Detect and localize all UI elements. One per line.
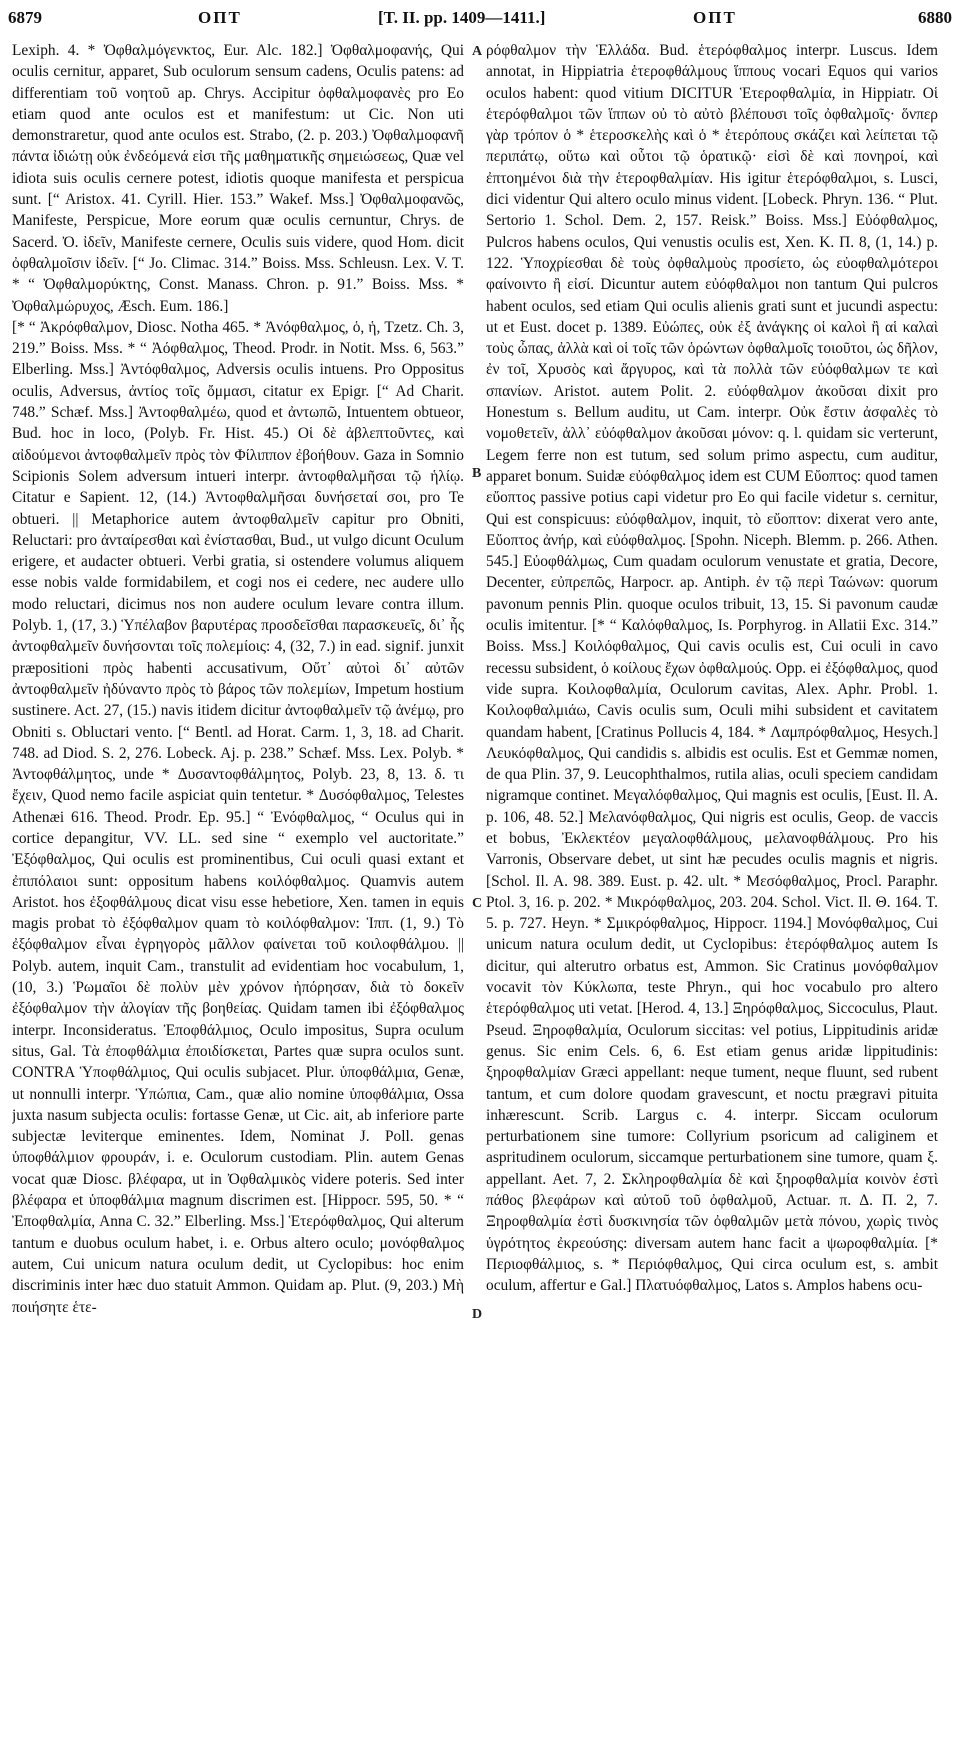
right-page-number: 6880 — [918, 8, 952, 27]
right-column-paragraph: ρόφθαλμον τὴν Ἑλλάδα. Bud. ἑτερόφθαλμος interpr. Luscus. Idem annotat, in Hippiatria ἑτεροφθάλμους ἵππους vocari Equos qui varios oculos habent: quod vitium DICITUR Ἑτεροφθαλμία, in Hippiatr. Οἱ ἑτερόφθαλμοι τῶν ἵππων οὐ τὸ αὐτὸ βλέπουσι τοῖς ὀφθαλμοῖς· ὅνπερ γὰρ τρόπον ὁ * ἑτεροσκελὴς καὶ ὁ * ἑτερόπους σκάζει καὶ λείπεται τῷ περιπάτῳ, οὕτω καὶ οὗτοι τῷ ὁρατικῷ· εἰσὶ δὲ καὶ πονηροί, καὶ ἐπτοημένοι διὰ τὴν ἑτεροφθαλμίαν. His igitur ἑτερόφθαλμοι, s. Lusci, dici videntur Qui altero oculo minus vident. [Lobeck. Phryn. 136. “ Plut. Sertorio 1. Schol. Dem. 2, 157. Reisk.” Boiss. Mss.] Εὐόφθαλμος, Pulcros habens oculos, Qui venustis oculis est, Xen. K. Π. 8, (1, 14.) p. 122. Ὑποχρίεσθαι δὲ τοὺς ὀφθαλμοὺς προσίετο, ὡς εὐοφθαλμότεροι φαίνοιντο ἢ εἰσί. Dicuntur autem εὐόφθαλμοι non tantum Qui pulcros habent oculos, sed etiam Qui oculis alienis grati sunt et jucundi aspectu: ut et Eust. docet p. 1389. Εὐώπες, οὐκ ἐξ ἀνάγκης οἱ καλοὶ ἢ αἱ καλαὶ τοὺς ὦπας, ἀλλὰ καὶ οἱ τοῖς τῶν ὁρώντων ὀφθαλμοῖς τοιοῦτοι, ὡς δῆλον, ἐν τοῖ, Χρυσὸς καὶ ἄργυρος, καὶ τὰ πολλὰ τῶν εὐόφθαλμων τε καὶ σπανίων. Aristot. autem Polit. 2. εὐόφθαλμον ἀκοῦσαι dixit pro Honestum s. Bellum auditu, ut Cam. interpr. Οὐκ ἔστιν ἀσφαλὲς τὸ νομοθετεῖν, ἀλλ᾽ εὐόφθαλμον ἀκοῦσαι μόνον: q. l. quidam sic verterunt, Legem ferre non est tutum, sed solum primo aspectu, cum auditur, apparet bonum. Suidæ εὐόφθαλμος idem est CUM Εὔοπτος: quod tamen εὔοπτος passive potius capi videtur pro Eo qui facile videtur s. cernitur, Qui est conspicuus: εὐόφθαλμον, inquit, τὸ εὔοπτον: dixerat vero ante, Εὔοπτος ἀνήρ, καὶ εὐόφθαλμος. [Spohn. Niceph. Blemm. p. 266. Athen. 545.] Εὐοφθάλμως, Cum quadam oculorum venustate et gratia, Decore, Decenter, εὐπρεπῶς, Harpocr. ap. Antiph. ἐν τῷ περὶ Ταώνων: quorum pavonum pennis Plin. quoque oculos tribuit, 13, 15. Si pavonum caudæ oculis imitentur. [* “ Καλόφθαλμος, Is. Porphyrog. in Allatii Exc. 314.” Boiss. Mss.] Κοιλόφθαλμος, Qui cavis oculis est, Cui oculi in cavo recessu subsident, ὁ κοίλους ἔχων ὀφθαλμούς. Opp. ei ἐξόφθαλμος, quod vide supra. Κοιλοφθαλμία, Oculorum cavitas, Alex. Aphr. Probl. 1. Κοιλοφθαλμιάω, Cavis oculis sum, Oculi mihi subsident et cavitatem quandam habent, [Cratinus Pollucis 4, 184. * Λαμπρόφθαλμος, Hesych.] Λευκόφθαλμος, Qui candidis s. albidis est oculis. Est et Gemmæ nomen, de qua Plin. 37, 9. Leucophthalmos, rutila alias, oculi speciem candidam nigramque continet. Μεγαλόφθαλμος, Qui magnis est oculis, [Eust. Il. A. p. 106, 48. 52.] Μελανόφθαλμος, Qui nigris est oculis, Geop. de vaccis et bobus, Ἐκλεκτέον μεγαλοφθάλμους, μελανοφθάλμους. Pro his Varronis, Observare debet, ut sint hæ pecudes oculis magnis et nigris. [Schol. Il. A. 98. 389. Eust. p. 42. ult. * Μεσόφθαλμος, Procl. Paraphr. Ptol. 3, 16. p. 202. * Μικρόφθαλμος, 203. 204. Schol. Vict. Il. Θ. 164. T. 5. p. 727. Heyn. * Σμικρόφθαλμος, Hippocr. 1194.] Μονόφθαλμος, Cui unicum natura oculum dedit, ut Cyclopibus: ἑτερόφθαλμος autem Is dicitur, qui alterutro orbatus est, Ammon. Sic Cratinus μονόφθαλμον vocavit τὸν Κύκλωπα, teste Phryn., qui hoc vocabulo pro altero ἑτερόφθαλμος uti vetat. [Herod. 4, 13.] Ξηρόφθαλμος, Siccoculus, Plaut. Pseud. Ξηροφθαλμία, Oculorum siccitas: vel potius, Lippitudinis aridæ genus. Sic enim Cels. 6, 6. Est etiam genus aridæ lippitudinis: ξηροφθαλμίαν Græci appellant: neque tument, neque fluunt, sed rubent tantum, et cum dolore quodam gravescunt, et noctu prægravi pituita inhærescunt. Scrib. Largus c. 4. interpr. Siccam oculorum perturbationem sine tumore: Collyrium psoricum ad caliginem et aspritudinem oculorum, siccamque perturbationem sine tumore, quam ξ. appellant. Aet. 7, 2. Σκληροφθαλμία δὲ καὶ ξηροφθαλμία κοινὸν ἐστὶ πάθος βλεφάρων καὶ αὐτοῦ τοῦ ὀφθαλμοῦ, Actuar. π. Δ. Π. 2, 7. Ξηροφθαλμία ἐστὶ δυσκινησία τῶν ὀφθαλμῶν μετὰ πόνου, χωρὶς τινὸς ὑγρότητος ἐκρεούσης: diversam autem hanc facit a ψωροφθαλμία. [* Περιοφθάλμιος, s. * Περιόφθαλμος, Qui circa oculum est, s. ambit oculum, affertur e Gal.] Πλατυόφθαλμος, Latos s. Amplos habens ocu- — [486, 42, 938, 1295]
right-running-headword: ΟΠΤ — [693, 8, 737, 27]
left-column-paragraph: Lexiph. 4. * Ὀφθαλμόγενκτος, Eur. Alc. 182.] Ὀφθαλμοφανής, Qui oculis cernitur, apparet, Sub oculorum sensum cadens, Oculis patens: ad differentiam τοῦ νοητοῦ ap. Chrys. Accipitur ὀφθαλμοφανὲς pro Eo etiam quod ante oculos est et manifestum: ut Cic. Non uti demonstraretur, quod ante oculos est. Strabo, (2. p. 203.) Ὀφθαλμοφανῆ πάντα ἰδιώτῃ οὐκ ἐνδεόμενά εἰσι τῆς μαθηματικῆς σημειώσεως, Quæ vel idiota suis oculis cernere potest, idiotis quoque manifesta et perspicua sunt. [“ Aristox. 41. Cyrill. Hier. 153.” Wakef. Mss.] Ὀφθαλμοφανῶς, Manifeste, Perspicue, More eorum quæ oculis cernuntur, Chrys. de Sacerd. Ὀ. ἰδεῖν, Manifeste cernere, Oculis suis videre, quod Hom. dicit ὀφθαλμοῖσιν ἰδεῖν. [“ Jo. Climac. 314.” Boiss. Mss. Schleusn. Lex. V. T. * “ Ὀφθαλμορύκτης, Const. Manass. Chron. p. 91.” Boiss. Mss. * Ὀφθαλμώρυχος, Æsch. Eum. 186.] — [12, 42, 464, 315]
left-text-column — [12, 40, 464, 1746]
margin-marker-a: A — [472, 44, 483, 59]
left-page-number: 6879 — [8, 8, 42, 27]
right-text-column — [486, 40, 938, 1746]
margin-marker-b: B — [472, 466, 482, 481]
left-column-paragraph: [* “ Ἀκρόφθαλμον, Diosc. Notha 465. * Ἀνόφθαλμος, ὁ, ἡ, Tzetz. Ch. 3, 219.” Boiss. Mss. * “ Ἀόφθαλμος, Theod. Prodr. in Notit. Mss. 6, 563.” Elberling. Mss.] Ἀντόφθαλμος, Adversis oculis intuens. Pro Oppositus oculis, Adversus, ἀντίος τοῖς ὄμμασι, citatur ex Epigr. [“ Ad Charit. 748.” Schæf. Mss.] Ἀντοφθαλμέω, quod et ἀντωπῶ, Intuentem obtueor, Bud. hoc in loco, (Polyb. Fr. Hist. 45.) Οἱ δὲ ἀβλεπτοῦντες, καὶ αἰδούμενοι ἀντοφθαλμεῖν πρὸς τὸν Φίλιππον ἐβοήθουν. Gaza in Somnio Scipionis Solem adversum intueri interpr. ἀντοφθαλμῆσαι τῷ ἡλίῳ. Citatur e Sapient. 12, (14.) Ἀντοφθαλμῆσαι δυνήσεταί σοι, pro Te obtueri. || Metaphorice autem ἀντοφθαλμεῖν capitur pro Obniti, Reluctari: pro ἀνταίρεσθαι καὶ ἐνίστασθαι, Bud., ut vulgo dicunt Oculum erigere, et audacter obtueri. Verbi gratia, si ostendere volumus aliquem esse nobis valde formidabilem, et cogi nos ei cedere, nec audere ullo modo reluctari, dicimus nos non audere oculum levare contra illum. Polyb. 1, (17, 3.) Ὑπέλαβον βαρυτέρας προσδεῖσθαι παρασκευεῖς, δι᾽ ἧς ἀντοφθαλμεῖν δυνήσονται τοῖς πολεμίοις: 4, (32, 7.) in ead. signif. junxit præpositioni πρὸς habenti accusativum, Οὔτ᾽ αὐτοὶ δι᾽ αὐτῶν ἀντοφθαλμεῖν ἠδύναντο πρὸς τὸ βάρος τῶν πολεμίων, Impetum hostium sustinere. Act. 27, (15.) navis itidem dicitur ἀντοφθαλμεῖν τῷ ἀνέμῳ, pro Obniti s. Obluctari vento. [“ Bentl. ad Horat. Carm. 1, 3, 18. ad Charit. 748. ad Diod. S. 2, 276. Lobeck. Aj. p. 238.” Schæf. Mss. Lex. Polyb. * Ἀντοφθάλμητος, unde * Δυσαντοφθάλμητος, Polyb. 23, 8, 13. δ. τι ἔχειν, Quod nemo facile aspiciat quin tentetur. * Δυσόφθαλμος, Telestes Athenæi 616. Theod. Prodr. Ep. 95.] “ Ἐνόφθαλμος, “ Oculus qui in cortice depangitur, VV. LL. sed sine “ exemplo vel auctoritate.” Ἐξόφθαλμος, Qui oculis est prominentibus, Cui oculi quasi extant et ἐπιπόλαιοι sunt: oppositum habens κοιλόφθαλμος. Quamvis autem Aristot. hos ἐξοφθάλμους dicat visu esse hebetiore, Xen. tamen in equis magis probat τὸ ἐξόφθαλμον quam τὸ κοιλόφθαλμον: Ἱππ. (1, 9.) Τὸ ἐξόφθαλμον εἶναι ἐγρηγορὸς μᾶλλον φαίνεται τοῦ κοιλοφθάλμου. || Polyb. autem, inquit Cam., transtulit ad evidentiam hoc vocabulum, 1, (10, 3.) Ῥωμαῖοι δὲ πολὺν μὲν χρόνον ἠπόρησαν, διὰ τὸ δοκεῖν ἐξόφθαλμον τὴν ἀλογίαν τῆς βοηθείας. Quidam tamen ibi ἐξόφθαλμος interpr. Inconsideratus. Ἐποφθάλμιος, Oculo impositus, Supra oculum situs, Gal. Τὰ ἐποφθάλμια ἐποιδίσκεται, Partes quæ supra oculos sunt. CONTRA Ὑποφθάλμιος, Qui oculis subjacet. Plur. ὑποφθάλμια, Genæ, ut nonnulli interpr. Ὑπώπια, Cam., quæ alio nomine ὑποφθάλμια, Ossa juxta nasum subjecta oculis: fortasse Genæ, ut Cic. ait, ab inferiore parte subjectæ leviterque eminentes. Idem, Nominat J. Poll. genas ὑποφθάλμιον φρουράν, i. e. Oculorum custodiam. Plin. autem Genas vocat quæ Diosc. βλέφαρα, ut in Ὀφθαλμικὸς videre poteris. Sed inter βλέφαρα et ὑποφθάλμια magnum discrimen est. [Hippocr. 595, 50. * “ Ἐποφθαλμία, Anna C. 32.” Elberling. Mss.] Ἑτερόφθαλμος, Qui alterum tantum e duobus oculum habet, i. e. Orbus altero oculo; μονόφθαλμος autem, Cui unicum natura oculum dedit, ut Cyclopibus: hoc enim discriminis inter hæc duo statuit Ammon. Quidam ap. Plut. (9, 203.) Μὴ ποιήσητε ἑτε- — [12, 318, 464, 1316]
margin-marker-c: C — [472, 896, 483, 911]
page-header — [8, 4, 952, 36]
margin-marker-d: D — [472, 1307, 483, 1322]
left-running-headword: ΟΠΤ — [198, 8, 242, 27]
volume-reference: [T. II. pp. 1409—1411.] — [378, 8, 546, 27]
